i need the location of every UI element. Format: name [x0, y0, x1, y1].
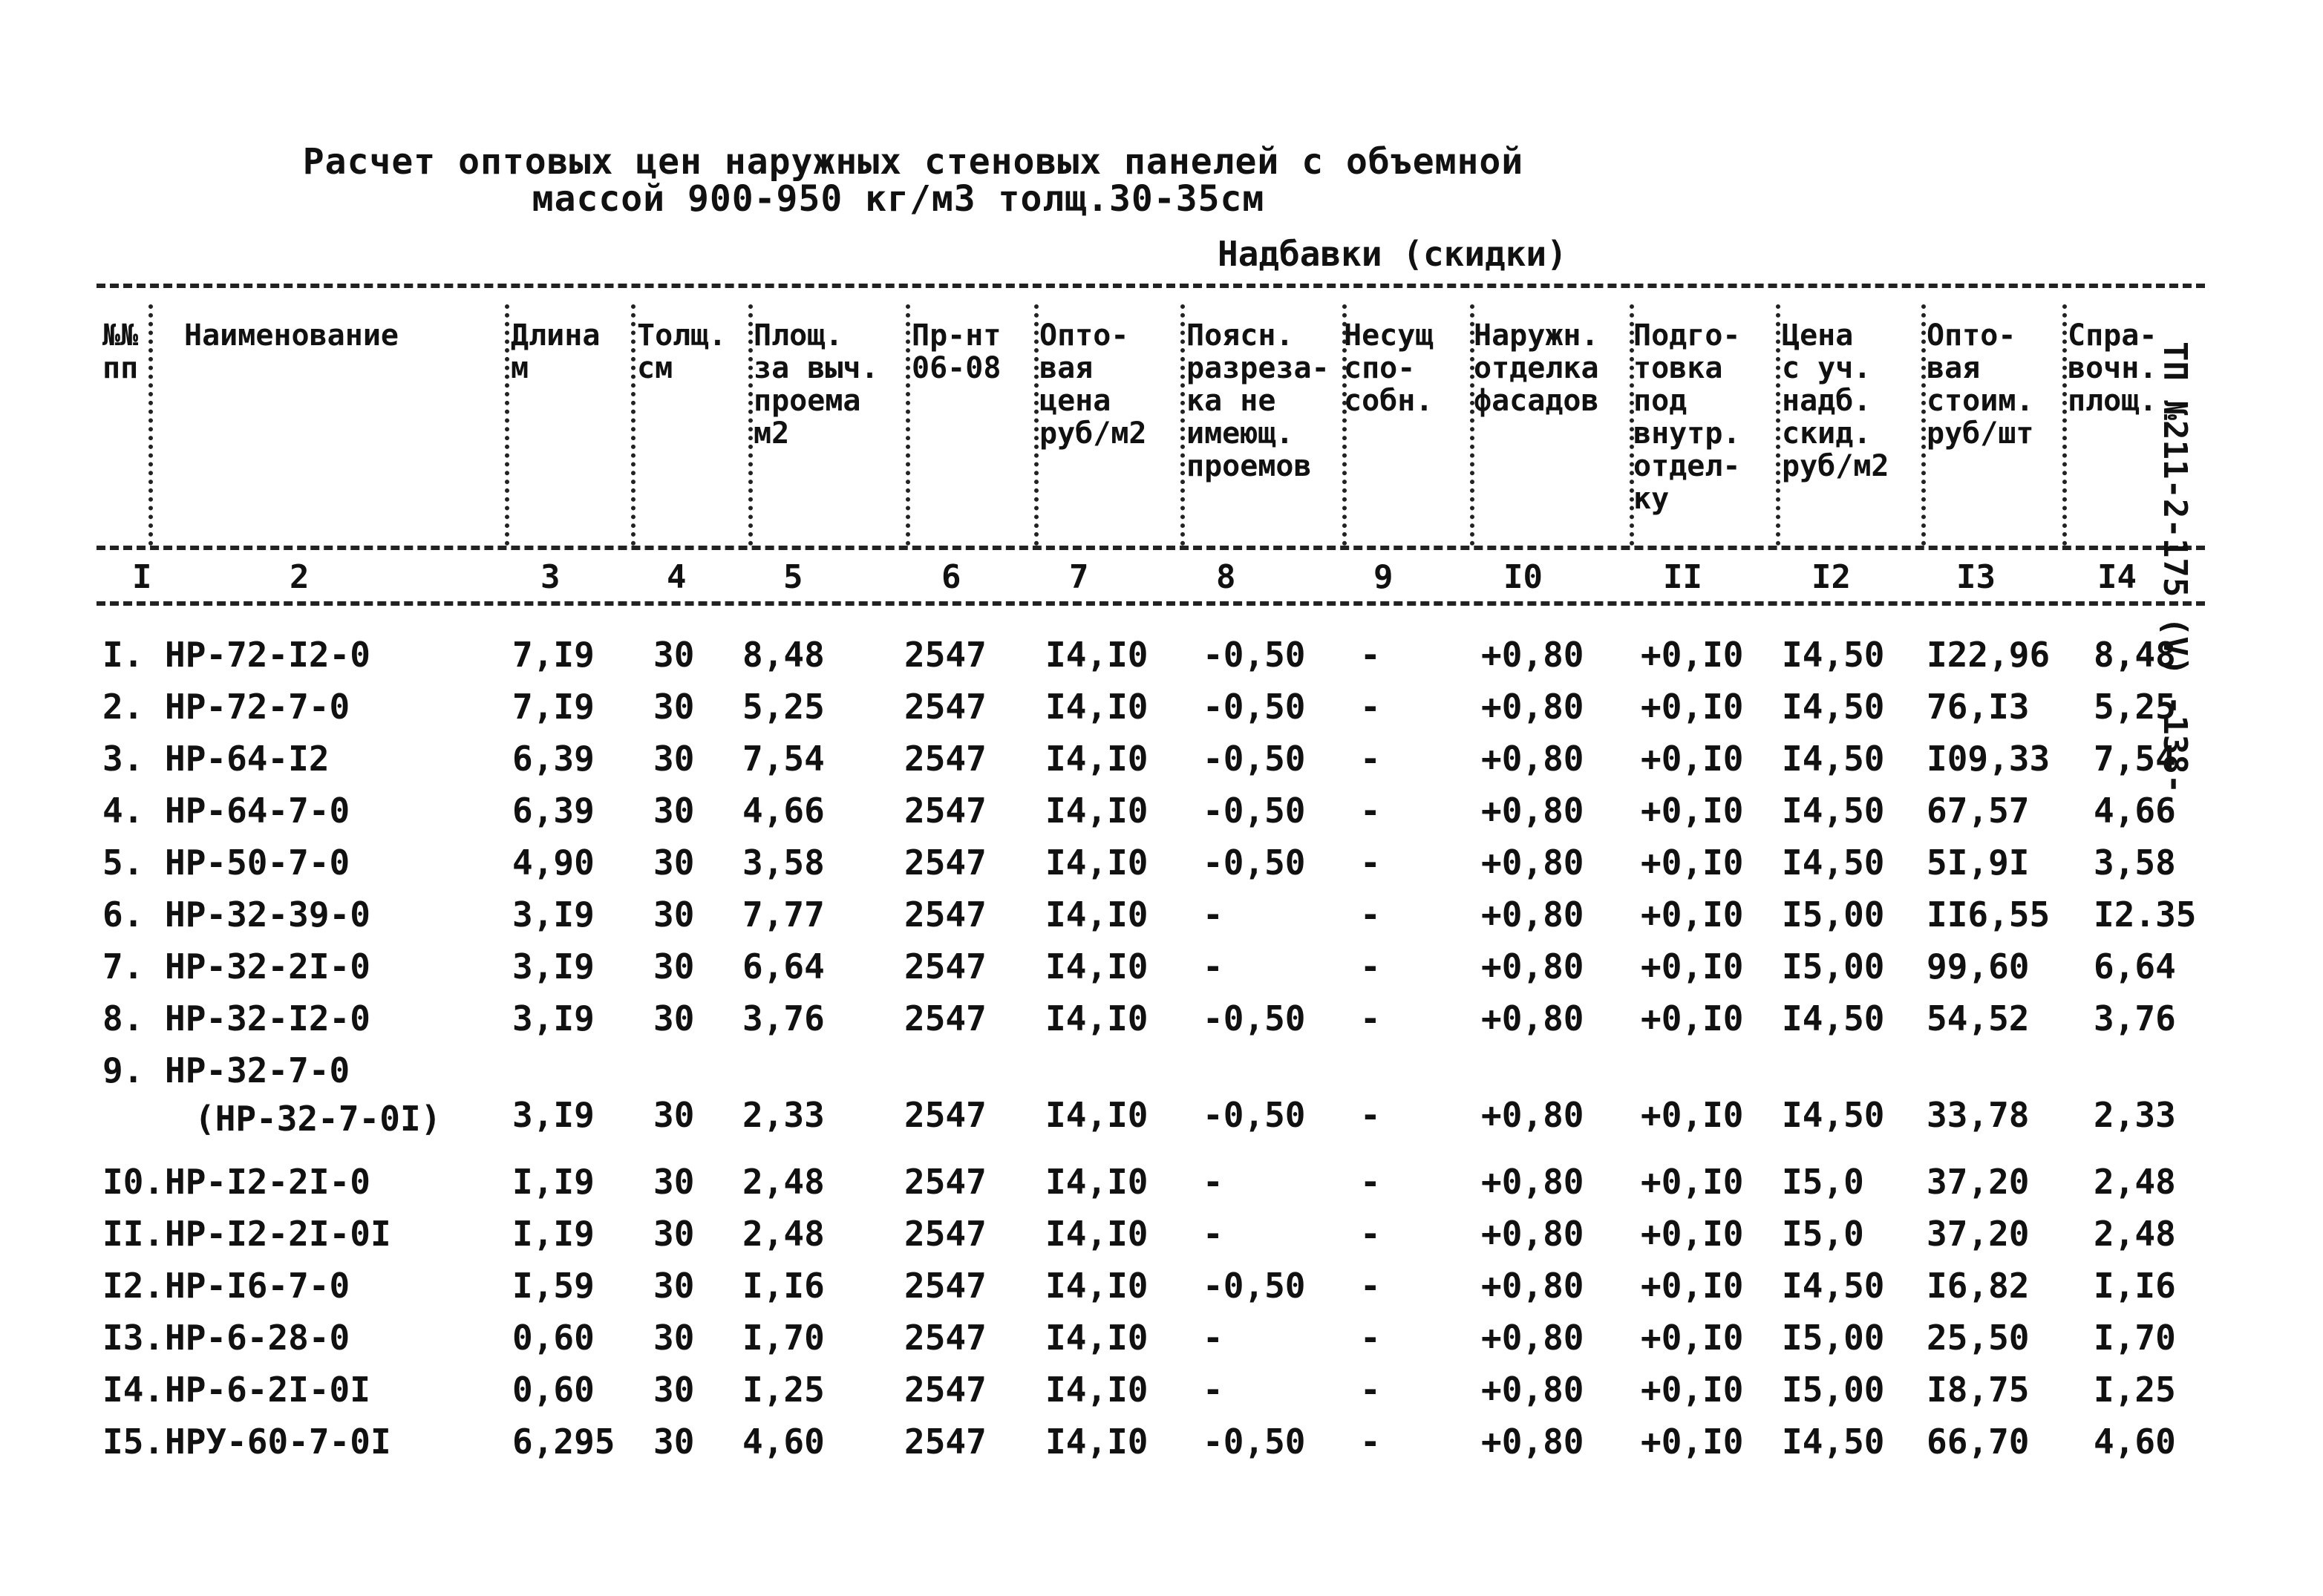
cell-c11: +0,I0 — [1641, 635, 1744, 675]
cell-len: 6,39 — [512, 791, 595, 831]
cell-c11: +0,I0 — [1641, 1422, 1744, 1462]
cell-c8: -0,50 — [1203, 998, 1306, 1039]
cell-c12: I5,00 — [1782, 1370, 1885, 1410]
row-name-alt: (НР-32-7-0I) — [195, 1099, 442, 1139]
cell-pr: 2547 — [904, 1422, 987, 1462]
cell-len: 3,I9 — [512, 895, 595, 935]
column-header-8: Поясн. разреза- ка не имеющ. проемов — [1186, 318, 1330, 483]
cell-price: I4,I0 — [1045, 946, 1149, 987]
row-name: НР-6-2I-0I — [165, 1370, 370, 1410]
cell-c14: I2.35 — [2094, 895, 2197, 935]
cell-c9: - — [1360, 1422, 1381, 1462]
cell-c13: I8,75 — [1927, 1370, 2030, 1410]
cell-pr: 2547 — [904, 998, 987, 1039]
cell-c13: 25,50 — [1927, 1318, 2030, 1358]
cell-c13: 5I,9I — [1927, 843, 2030, 883]
column-separator — [505, 304, 509, 546]
cell-len: 3,I9 — [512, 1095, 595, 1135]
cell-c12: I4,50 — [1782, 635, 1885, 675]
row-name: НР-50-7-0 — [165, 843, 350, 883]
table-row — [0, 687, 2323, 731]
row-name: НР-72-7-0 — [165, 687, 350, 727]
table-row — [0, 1266, 2323, 1310]
column-separator — [906, 304, 910, 546]
row-name: НР-32-39-0 — [165, 895, 370, 935]
cell-pr: 2547 — [904, 1266, 987, 1306]
column-separator — [2062, 304, 2067, 546]
title-line-2: массой 900-950 кг/м3 толщ.30-35см — [532, 178, 1265, 220]
cell-c13: 66,70 — [1927, 1422, 2030, 1462]
table-row — [0, 1318, 2323, 1362]
column-number-11: II — [1663, 558, 1702, 596]
cell-c14: I,70 — [2094, 1318, 2176, 1358]
cell-pr: 2547 — [904, 895, 987, 935]
cell-len: 0,60 — [512, 1318, 595, 1358]
cell-c14: I,I6 — [2094, 1266, 2176, 1306]
column-number-14: I4 — [2097, 558, 2137, 596]
column-separator — [748, 304, 753, 546]
column-header-10: Наружн. отделка фасадов — [1474, 318, 1599, 418]
cell-len: I,I9 — [512, 1162, 595, 1202]
cell-c13: I22,96 — [1927, 635, 2051, 675]
cell-c8: - — [1203, 1162, 1223, 1202]
cell-th: 30 — [653, 1422, 695, 1462]
cell-c13: 99,60 — [1927, 946, 2030, 987]
cell-len: I,59 — [512, 1266, 595, 1306]
cell-area: 7,77 — [742, 895, 825, 935]
cell-c9: - — [1360, 1214, 1381, 1254]
cell-c8: -0,50 — [1203, 1095, 1306, 1135]
row-number: 7. — [102, 946, 144, 987]
cell-c11: +0,I0 — [1641, 1214, 1744, 1254]
column-number-6: 6 — [941, 558, 961, 596]
cell-th: 30 — [653, 946, 695, 987]
cell-c14: 7,54 — [2094, 739, 2176, 779]
cell-pr: 2547 — [904, 1162, 987, 1202]
row-number: 4. — [102, 791, 144, 831]
cell-c10: +0,80 — [1481, 946, 1584, 987]
cell-len: 0,60 — [512, 1370, 595, 1410]
row-name: НР-32-7-0 — [165, 1050, 350, 1090]
cell-c8: -0,50 — [1203, 1422, 1306, 1462]
cell-price: I4,I0 — [1045, 998, 1149, 1039]
column-separator — [1034, 304, 1039, 546]
column-number-2: 2 — [290, 558, 310, 596]
row-number: II. — [102, 1214, 165, 1254]
table-row — [0, 1214, 2323, 1258]
cell-c14: I,25 — [2094, 1370, 2176, 1410]
cell-c10: +0,80 — [1481, 998, 1584, 1039]
cell-th: 30 — [653, 843, 695, 883]
cell-c13: I6,82 — [1927, 1266, 2030, 1306]
cell-c12: I5,00 — [1782, 895, 1885, 935]
row-number: 3. — [102, 739, 144, 779]
cell-c14: 3,58 — [2094, 843, 2176, 883]
column-header-13: Опто- вая стоим. руб/шт — [1927, 318, 2034, 451]
cell-pr: 2547 — [904, 687, 987, 727]
column-separator — [1776, 304, 1780, 546]
cell-area: 5,25 — [742, 687, 825, 727]
column-header-4: Толщ. см — [637, 318, 727, 385]
cell-c10: +0,80 — [1481, 1214, 1584, 1254]
cell-area: 4,66 — [742, 791, 825, 831]
cell-c12: I4,50 — [1782, 998, 1885, 1039]
cell-c14: 4,60 — [2094, 1422, 2176, 1462]
cell-c14: 8,48 — [2094, 635, 2176, 675]
cell-area: I,25 — [742, 1370, 825, 1410]
cell-th: 30 — [653, 1095, 695, 1135]
column-number-12: I2 — [1811, 558, 1851, 596]
cell-c10: +0,80 — [1481, 1422, 1584, 1462]
cell-c10: +0,80 — [1481, 635, 1584, 675]
cell-c11: +0,I0 — [1641, 739, 1744, 779]
cell-c11: +0,I0 — [1641, 946, 1744, 987]
row-name: НР-64-I2 — [165, 739, 330, 779]
cell-c8: -0,50 — [1203, 739, 1306, 779]
table-row — [0, 635, 2323, 679]
cell-c12: I5,00 — [1782, 1318, 1885, 1358]
cell-c12: I4,50 — [1782, 1266, 1885, 1306]
column-header-1: №№ пп — [102, 318, 139, 385]
row-name: НР-6-28-0 — [165, 1318, 350, 1358]
cell-c10: +0,80 — [1481, 895, 1584, 935]
cell-area: I,70 — [742, 1318, 825, 1358]
column-number-5: 5 — [783, 558, 803, 596]
cell-c11: +0,I0 — [1641, 1370, 1744, 1410]
cell-price: I4,I0 — [1045, 843, 1149, 883]
column-number-7: 7 — [1069, 558, 1089, 596]
column-number-9: 9 — [1373, 558, 1394, 596]
column-separator — [1342, 304, 1347, 546]
cell-c12: I5,00 — [1782, 946, 1885, 987]
cell-th: 30 — [653, 895, 695, 935]
cell-c10: +0,80 — [1481, 739, 1584, 779]
cell-c9: - — [1360, 635, 1381, 675]
row-name: НР-32-I2-0 — [165, 998, 370, 1039]
cell-price: I4,I0 — [1045, 1370, 1149, 1410]
table-row — [0, 946, 2323, 991]
cell-c10: +0,80 — [1481, 843, 1584, 883]
cell-area: 7,54 — [742, 739, 825, 779]
row-number: 5. — [102, 843, 144, 883]
row-name: НРУ-60-7-0I — [165, 1422, 391, 1462]
cell-c13: 37,20 — [1927, 1214, 2030, 1254]
cell-c8: - — [1203, 1318, 1223, 1358]
cell-c12: I4,50 — [1782, 791, 1885, 831]
cell-price: I4,I0 — [1045, 895, 1149, 935]
cell-c9: - — [1360, 843, 1381, 883]
cell-price: I4,I0 — [1045, 1318, 1149, 1358]
cell-c12: I5,0 — [1782, 1214, 1864, 1254]
cell-area: 3,58 — [742, 843, 825, 883]
column-separator — [1630, 304, 1634, 546]
cell-c12: I4,50 — [1782, 1095, 1885, 1135]
cell-th: 30 — [653, 739, 695, 779]
table-row — [0, 1370, 2323, 1414]
cell-c11: +0,I0 — [1641, 843, 1744, 883]
cell-th: 30 — [653, 635, 695, 675]
header-bottom-rule — [97, 546, 2205, 550]
cell-c8: - — [1203, 1370, 1223, 1410]
cell-c8: -0,50 — [1203, 843, 1306, 883]
column-header-3: Длина м — [511, 318, 601, 385]
column-number-1: I — [132, 558, 152, 596]
cell-c11: +0,I0 — [1641, 1266, 1744, 1306]
row-number: I4. — [102, 1370, 165, 1410]
cell-c8: - — [1203, 946, 1223, 987]
cell-c10: +0,80 — [1481, 1162, 1584, 1202]
cell-c14: 3,76 — [2094, 998, 2176, 1039]
row-number: 6. — [102, 895, 144, 935]
cell-c9: - — [1360, 1095, 1381, 1135]
cell-price: I4,I0 — [1045, 635, 1149, 675]
column-header-9: Несущ спо- собн. — [1344, 318, 1434, 418]
cell-c10: +0,80 — [1481, 1318, 1584, 1358]
column-number-3: 3 — [540, 558, 561, 596]
cell-area: 3,76 — [742, 998, 825, 1039]
cell-c8: -0,50 — [1203, 791, 1306, 831]
table-row — [0, 791, 2323, 835]
cell-c9: - — [1360, 1318, 1381, 1358]
column-separator — [148, 304, 153, 546]
table-row — [0, 1162, 2323, 1206]
cell-c9: - — [1360, 998, 1381, 1039]
cell-price: I4,I0 — [1045, 739, 1149, 779]
cell-pr: 2547 — [904, 843, 987, 883]
row-name: НР-64-7-0 — [165, 791, 350, 831]
cell-pr: 2547 — [904, 739, 987, 779]
cell-c11: +0,I0 — [1641, 1095, 1744, 1135]
table-row — [0, 843, 2323, 887]
cell-c12: I4,50 — [1782, 739, 1885, 779]
cell-len: 4,90 — [512, 843, 595, 883]
column-header-14: Спра- вочн. площ. — [2068, 318, 2157, 418]
row-number: I2. — [102, 1266, 165, 1306]
cell-c9: - — [1360, 687, 1381, 727]
cell-c13: 76,I3 — [1927, 687, 2030, 727]
column-header-2: Наименование — [184, 318, 399, 353]
column-header-12: Цена с уч. надб. скид. руб/м2 — [1782, 318, 1889, 483]
column-header-7: Опто- вая цена руб/м2 — [1039, 318, 1147, 451]
cell-area: 6,64 — [742, 946, 825, 987]
cell-pr: 2547 — [904, 1370, 987, 1410]
cell-c12: I5,0 — [1782, 1162, 1864, 1202]
cell-c13: II6,55 — [1927, 895, 2051, 935]
cell-pr: 2547 — [904, 1318, 987, 1358]
cell-len: 7,I9 — [512, 635, 595, 675]
cell-len: 3,I9 — [512, 998, 595, 1039]
row-number: 8. — [102, 998, 144, 1039]
cell-c13: 37,20 — [1927, 1162, 2030, 1202]
cell-c9: - — [1360, 791, 1381, 831]
column-number-13: I3 — [1956, 558, 1996, 596]
cell-area: I,I6 — [742, 1266, 825, 1306]
row-name: НР-I2-2I-0 — [165, 1162, 370, 1202]
cell-c8: -0,50 — [1203, 1266, 1306, 1306]
cell-c14: 2,33 — [2094, 1095, 2176, 1135]
cell-len: 7,I9 — [512, 687, 595, 727]
cell-price: I4,I0 — [1045, 1266, 1149, 1306]
cell-c9: - — [1360, 946, 1381, 987]
cell-th: 30 — [653, 998, 695, 1039]
row-number: I3. — [102, 1318, 165, 1358]
cell-c8: - — [1203, 895, 1223, 935]
row-name: НР-32-2I-0 — [165, 946, 370, 987]
cell-c11: +0,I0 — [1641, 998, 1744, 1039]
column-separator — [1921, 304, 1926, 546]
cell-area: 8,48 — [742, 635, 825, 675]
title-line-1: Расчет оптовых цен наружных стеновых панелей с объемной — [302, 141, 1524, 183]
cell-c10: +0,80 — [1481, 1095, 1584, 1135]
row-number: 9. — [102, 1050, 144, 1090]
cell-th: 30 — [653, 1214, 695, 1254]
cell-pr: 2547 — [904, 1095, 987, 1135]
cell-c10: +0,80 — [1481, 687, 1584, 727]
cell-price: I4,I0 — [1045, 1095, 1149, 1135]
row-number: 2. — [102, 687, 144, 727]
cell-c9: - — [1360, 895, 1381, 935]
column-separator — [1470, 304, 1474, 546]
cell-price: I4,I0 — [1045, 791, 1149, 831]
cell-c13: 67,57 — [1927, 791, 2030, 831]
cell-pr: 2547 — [904, 946, 987, 987]
cell-c12: I4,50 — [1782, 843, 1885, 883]
cell-len: 6,39 — [512, 739, 595, 779]
cell-th: 30 — [653, 1162, 695, 1202]
table-row — [0, 1050, 2323, 1139]
column-separator — [631, 304, 636, 546]
row-name: НР-I6-7-0 — [165, 1266, 350, 1306]
cell-len: 3,I9 — [512, 946, 595, 987]
cell-c12: I4,50 — [1782, 1422, 1885, 1462]
side-document-code: ТП №211-2-175 (V) -138- — [2156, 341, 2194, 794]
cell-price: I4,I0 — [1045, 1162, 1149, 1202]
column-number-8: 8 — [1216, 558, 1236, 596]
cell-len: 6,295 — [512, 1422, 615, 1462]
cell-th: 30 — [653, 687, 695, 727]
row-number: I0. — [102, 1162, 165, 1202]
header-top-rule — [97, 284, 2205, 288]
cell-th: 30 — [653, 1266, 695, 1306]
cell-c11: +0,I0 — [1641, 1162, 1744, 1202]
column-number-10: I0 — [1503, 558, 1543, 596]
cell-c10: +0,80 — [1481, 1370, 1584, 1410]
cell-th: 30 — [653, 1370, 695, 1410]
cell-c13: 54,52 — [1927, 998, 2030, 1039]
cell-pr: 2547 — [904, 635, 987, 675]
column-header-11: Подго- товка под внутр. отдел- ку — [1633, 318, 1741, 516]
cell-pr: 2547 — [904, 791, 987, 831]
cell-area: 2,48 — [742, 1214, 825, 1254]
cell-th: 30 — [653, 1318, 695, 1358]
cell-c13: I09,33 — [1927, 739, 2051, 779]
cell-c9: - — [1360, 739, 1381, 779]
cell-price: I4,I0 — [1045, 1214, 1149, 1254]
cell-price: I4,I0 — [1045, 1422, 1149, 1462]
row-name: НР-I2-2I-0I — [165, 1214, 391, 1254]
table-row — [0, 1422, 2323, 1466]
cell-c11: +0,I0 — [1641, 1318, 1744, 1358]
cell-c13: 33,78 — [1927, 1095, 2030, 1135]
column-separator — [1180, 304, 1185, 546]
row-name: НР-72-I2-0 — [165, 635, 370, 675]
cell-c11: +0,I0 — [1641, 791, 1744, 831]
cell-pr: 2547 — [904, 1214, 987, 1254]
cell-c14: 4,66 — [2094, 791, 2176, 831]
column-header-5: Площ. за выч. проема м2 — [754, 318, 879, 451]
column-number-rule — [97, 601, 2205, 606]
cell-c14: 6,64 — [2094, 946, 2176, 987]
cell-area: 2,33 — [742, 1095, 825, 1135]
column-header-6: Пр-нт 06-08 — [912, 318, 1002, 385]
cell-area: 2,48 — [742, 1162, 825, 1202]
table-row — [0, 895, 2323, 939]
cell-c9: - — [1360, 1370, 1381, 1410]
group-header-surcharges: Надбавки (скидки) — [1218, 234, 1567, 274]
cell-c14: 2,48 — [2094, 1214, 2176, 1254]
row-number: I. — [102, 635, 144, 675]
cell-c10: +0,80 — [1481, 1266, 1584, 1306]
row-number: I5. — [102, 1422, 165, 1462]
table-row — [0, 739, 2323, 783]
cell-c14: 5,25 — [2094, 687, 2176, 727]
cell-c10: +0,80 — [1481, 791, 1584, 831]
cell-c8: -0,50 — [1203, 635, 1306, 675]
table-row — [0, 998, 2323, 1043]
cell-c9: - — [1360, 1162, 1381, 1202]
cell-c12: I4,50 — [1782, 687, 1885, 727]
cell-len: I,I9 — [512, 1214, 595, 1254]
cell-c8: - — [1203, 1214, 1223, 1254]
cell-c8: -0,50 — [1203, 687, 1306, 727]
cell-price: I4,I0 — [1045, 687, 1149, 727]
cell-c11: +0,I0 — [1641, 687, 1744, 727]
cell-c9: - — [1360, 1266, 1381, 1306]
cell-area: 4,60 — [742, 1422, 825, 1462]
cell-c14: 2,48 — [2094, 1162, 2176, 1202]
cell-c11: +0,I0 — [1641, 895, 1744, 935]
column-number-4: 4 — [667, 558, 687, 596]
cell-th: 30 — [653, 791, 695, 831]
